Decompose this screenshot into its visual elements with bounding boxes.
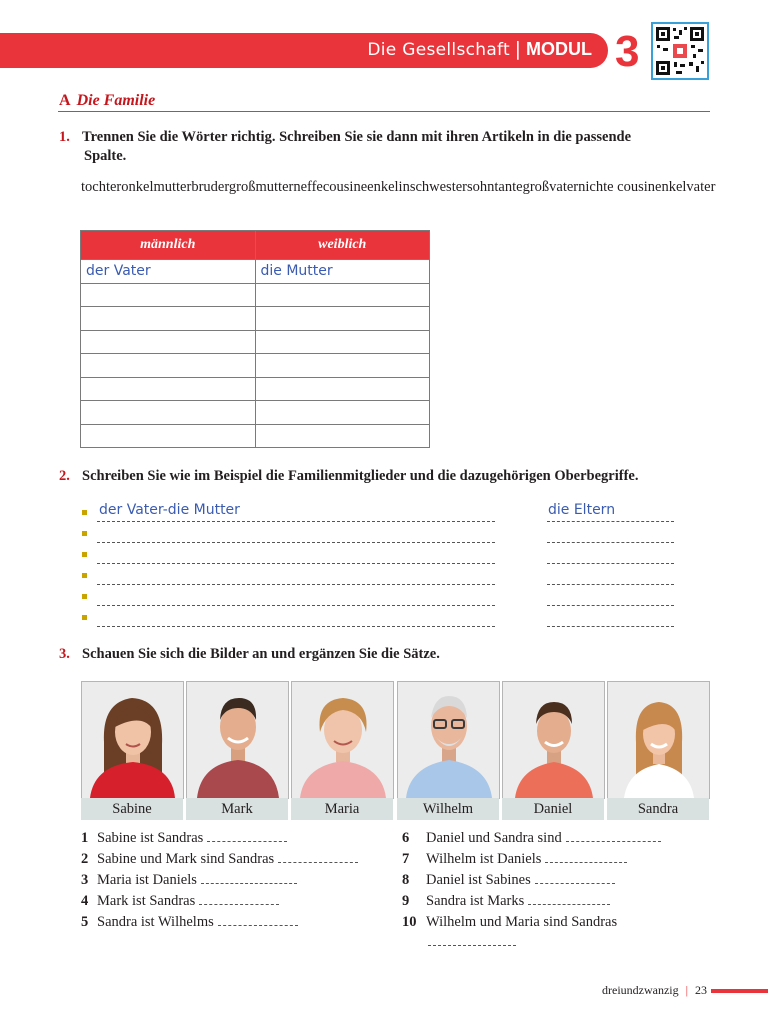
answer-line-left[interactable] bbox=[97, 566, 495, 585]
table-row bbox=[81, 283, 430, 307]
sentence-item bbox=[81, 892, 279, 911]
name-label: Wilhelm bbox=[397, 798, 499, 820]
section-heading bbox=[59, 92, 155, 110]
sentence-item bbox=[81, 850, 358, 869]
answer-line-right[interactable] bbox=[547, 608, 674, 627]
section-title: Die Familie bbox=[76, 92, 156, 109]
answer-blank[interactable] bbox=[207, 831, 287, 842]
sentence-number: 10 bbox=[402, 914, 417, 930]
answer-line-left[interactable] bbox=[97, 503, 495, 522]
name-label: Maria bbox=[291, 798, 393, 820]
photo-wilhelm bbox=[397, 681, 500, 799]
task-2-text: Schreiben Sie wie im Beispiel die Familienmitglieder und die dazugehörigen Oberbegriffe. bbox=[82, 468, 639, 484]
sentence-number: 8 bbox=[402, 872, 410, 888]
answer-blank[interactable] bbox=[545, 852, 627, 863]
task-1-text-line1: Trennen Sie die Wörter richtig. Schreiben Sie sie dann mit ihren Artikeln in die passende bbox=[82, 129, 632, 145]
list-item bbox=[82, 545, 682, 565]
table-cell[interactable] bbox=[255, 354, 430, 378]
table-cell[interactable]: der Vater bbox=[81, 260, 256, 284]
column-header-weiblich: weiblich bbox=[255, 231, 430, 260]
sentence-number: 7 bbox=[402, 851, 410, 867]
answer-line-left[interactable] bbox=[97, 545, 495, 564]
answer-blank[interactable] bbox=[218, 915, 298, 926]
answer-blank[interactable] bbox=[535, 873, 615, 884]
sentence-item bbox=[402, 892, 610, 911]
list-item bbox=[82, 587, 682, 607]
sentence-item bbox=[81, 871, 297, 890]
sentence-text: Sabine und Mark sind Sandras bbox=[97, 851, 275, 867]
sentence-number: 9 bbox=[402, 893, 410, 909]
sentence-text: Sandra ist Marks bbox=[426, 893, 525, 909]
answer-line-right[interactable] bbox=[547, 545, 674, 564]
table-cell[interactable] bbox=[255, 424, 430, 448]
sentence-text: Wilhelm und Maria sind Sandras bbox=[426, 914, 618, 930]
bullet-icon bbox=[82, 552, 87, 557]
name-label: Mark bbox=[186, 798, 288, 820]
sentence-text: Daniel und Sandra sind bbox=[426, 830, 562, 846]
banner-separator: | bbox=[514, 38, 521, 60]
name-label: Sabine bbox=[81, 798, 183, 820]
answer-blank[interactable] bbox=[201, 873, 297, 884]
banner-title: Die Gesellschaft bbox=[367, 40, 510, 60]
table-row bbox=[81, 354, 430, 378]
sentence-item bbox=[81, 913, 298, 932]
sentence-text: Maria ist Daniels bbox=[97, 872, 197, 888]
bullet-icon bbox=[82, 615, 87, 620]
answer-blank[interactable] bbox=[199, 894, 279, 905]
sentence-text: Daniel ist Sabines bbox=[426, 872, 531, 888]
task-2-instruction bbox=[59, 467, 739, 487]
table-cell[interactable] bbox=[81, 283, 256, 307]
bullet-icon bbox=[82, 573, 87, 578]
bullet-icon bbox=[82, 594, 87, 599]
task-1-number: 1. bbox=[59, 129, 70, 145]
task-1-instruction bbox=[59, 128, 719, 168]
sentence-item bbox=[402, 871, 615, 890]
sentence-number: 2 bbox=[81, 851, 89, 867]
section-divider bbox=[58, 111, 710, 112]
task-1-text-line2: Spalte. bbox=[84, 148, 127, 164]
bullet-icon bbox=[82, 531, 87, 536]
answer-blank[interactable] bbox=[566, 831, 661, 842]
table-cell[interactable] bbox=[81, 307, 256, 331]
sentence-text: Sandra ist Wilhelms bbox=[97, 914, 214, 930]
answer-blank[interactable] bbox=[428, 933, 516, 946]
sentence-number: 4 bbox=[81, 893, 89, 909]
answer-line-left[interactable] bbox=[97, 524, 495, 543]
footer-separator: | bbox=[685, 983, 689, 997]
gender-table bbox=[80, 230, 430, 448]
table-cell[interactable] bbox=[81, 377, 256, 401]
answer-line-right[interactable] bbox=[547, 587, 674, 606]
example-category: die Eltern bbox=[548, 502, 616, 518]
name-label: Sandra bbox=[607, 798, 709, 820]
footer-accent-bar bbox=[711, 989, 768, 993]
section-letter: A bbox=[59, 92, 71, 109]
table-cell[interactable] bbox=[81, 424, 256, 448]
table-cell[interactable] bbox=[255, 283, 430, 307]
list-item bbox=[82, 524, 682, 544]
sentence-number: 3 bbox=[81, 872, 89, 888]
list-item bbox=[82, 503, 682, 523]
photo-maria bbox=[291, 681, 394, 799]
table-cell[interactable] bbox=[81, 401, 256, 425]
column-header-maennlich: männlich bbox=[81, 231, 256, 260]
answer-line-left[interactable] bbox=[97, 587, 495, 606]
page-footer bbox=[602, 983, 707, 998]
modul-label: MODUL bbox=[526, 39, 592, 59]
answer-line-left[interactable] bbox=[97, 608, 495, 627]
table-row bbox=[81, 377, 430, 401]
sentence-item bbox=[81, 829, 287, 848]
sentence-item bbox=[402, 913, 617, 932]
page-number-word: dreiundzwanzig bbox=[602, 983, 679, 997]
bullet-icon bbox=[82, 510, 87, 515]
answer-line-right[interactable] bbox=[547, 503, 674, 522]
sentence-number: 1 bbox=[81, 830, 89, 846]
photo-daniel bbox=[502, 681, 605, 799]
answer-line-right[interactable] bbox=[547, 524, 674, 543]
task-3-number: 3. bbox=[59, 646, 70, 662]
task-3-text: Schauen Sie sich die Bilder an und ergänzen Sie die Sätze. bbox=[82, 646, 440, 662]
table-row bbox=[81, 401, 430, 425]
sentence-text: Wilhelm ist Daniels bbox=[426, 851, 542, 867]
table-row bbox=[81, 260, 430, 284]
table-row bbox=[81, 307, 430, 331]
list-item bbox=[82, 608, 682, 628]
modul-number: 3 bbox=[615, 27, 640, 76]
answer-blank[interactable] bbox=[528, 894, 610, 905]
qr-code-icon[interactable] bbox=[651, 22, 709, 80]
table-cell[interactable] bbox=[81, 330, 256, 354]
answer-line-right[interactable] bbox=[547, 566, 674, 585]
sentence-item bbox=[402, 829, 661, 848]
table-cell[interactable] bbox=[255, 401, 430, 425]
name-label: Daniel bbox=[502, 798, 604, 820]
list-item bbox=[82, 566, 682, 586]
sentence-text: Sabine ist Sandras bbox=[97, 830, 204, 846]
example-members: der Vater-die Mutter bbox=[99, 502, 240, 518]
word-chain: tochteronkelmutterbrudergroßmutterneffecousineenkelinschwestersohntantegroßvaternichte cousinenkelvater bbox=[81, 179, 716, 195]
table-cell[interactable] bbox=[255, 330, 430, 354]
sentence-item bbox=[402, 850, 627, 869]
table-row bbox=[81, 424, 430, 448]
table-cell[interactable] bbox=[81, 354, 256, 378]
photo-sabine bbox=[81, 681, 184, 799]
table-cell[interactable] bbox=[255, 307, 430, 331]
photo-mark bbox=[186, 681, 289, 799]
task-2-number: 2. bbox=[59, 468, 70, 484]
page-number: 23 bbox=[695, 983, 708, 997]
photo-sandra bbox=[607, 681, 710, 799]
sentence-text: Mark ist Sandras bbox=[97, 893, 196, 909]
table-row bbox=[81, 330, 430, 354]
answer-blank[interactable] bbox=[278, 852, 358, 863]
module-banner bbox=[0, 33, 608, 68]
sentence-number: 6 bbox=[402, 830, 410, 846]
sentence-number: 5 bbox=[81, 914, 89, 930]
table-cell[interactable] bbox=[255, 377, 430, 401]
task-3-instruction bbox=[59, 645, 739, 665]
table-cell[interactable]: die Mutter bbox=[255, 260, 430, 284]
